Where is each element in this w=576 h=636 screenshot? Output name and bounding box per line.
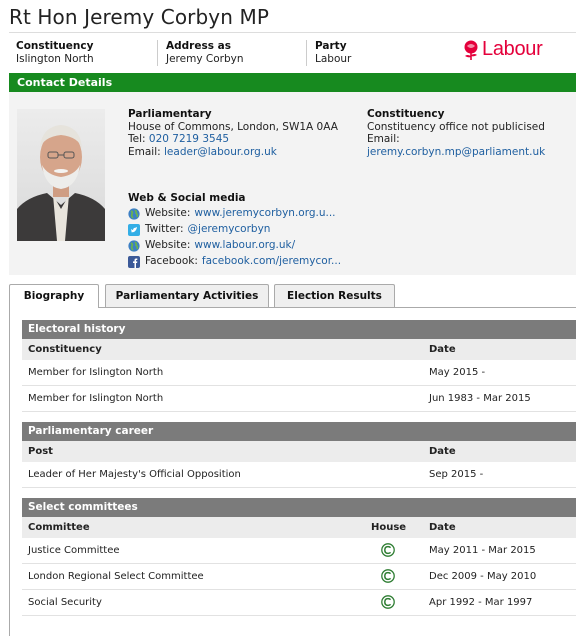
party-value: Labour xyxy=(315,53,352,65)
party-info xyxy=(315,40,351,66)
constituency-email-link[interactable]: jeremy.corbyn.mp@parliament.uk xyxy=(367,145,546,158)
constituency-office-note: Constituency office not publicised xyxy=(367,120,545,133)
portrait-image xyxy=(17,109,105,241)
commons-icon xyxy=(381,569,395,583)
address-info xyxy=(166,40,244,66)
parliamentary-career-section xyxy=(22,422,576,488)
cell-date: May 2015 - xyxy=(429,367,486,378)
table-row xyxy=(22,360,576,386)
table-row xyxy=(22,564,576,590)
cell-date: Sep 2015 - xyxy=(429,469,484,480)
constituency-label: Constituency xyxy=(16,40,94,52)
social-item-twitter xyxy=(128,222,341,238)
constituency-heading: Constituency xyxy=(367,108,445,120)
cell-post: Leader of Her Majesty's Official Opposition xyxy=(28,469,241,480)
column-header: Committee xyxy=(28,522,90,533)
info-divider xyxy=(306,40,307,66)
parliamentary-contact xyxy=(128,108,338,158)
party-label: Party xyxy=(315,40,347,52)
globe-icon xyxy=(128,240,140,252)
cell-constituency: Member for Islington North xyxy=(28,393,164,404)
social-label: Twitter: xyxy=(145,223,184,236)
cell-date: May 2011 - Mar 2015 xyxy=(429,545,536,556)
column-header: House xyxy=(371,522,407,533)
email-label: Email: xyxy=(128,145,161,158)
mp-portrait xyxy=(17,109,105,241)
info-divider xyxy=(157,40,158,66)
table-row xyxy=(22,462,576,488)
commons-icon xyxy=(381,543,395,557)
page-title: Rt Hon Jeremy Corbyn MP xyxy=(9,5,269,29)
cell-committee: Social Security xyxy=(28,597,102,608)
parliamentary-email-link[interactable]: leader@labour.org.uk xyxy=(164,145,277,158)
cell-constituency: Member for Islington North xyxy=(28,367,164,378)
electoral-history-section xyxy=(22,320,576,412)
web-social-heading: Web & Social media xyxy=(128,192,246,204)
tab-panel-border xyxy=(9,307,10,636)
cell-committee: London Regional Select Committee xyxy=(28,571,204,582)
column-header: Post xyxy=(28,446,53,457)
tab-parliamentary-activities[interactable]: Parliamentary Activities xyxy=(105,284,269,307)
table-row xyxy=(22,386,576,412)
section-header: Select committees xyxy=(22,498,576,517)
social-item-website xyxy=(128,206,341,222)
column-header: Date xyxy=(429,446,456,457)
cell-committee: Justice Committee xyxy=(28,545,120,556)
web-social-block xyxy=(128,192,341,270)
constituency-info xyxy=(16,40,94,66)
address-label: Address as xyxy=(166,40,231,52)
table-row xyxy=(22,590,576,616)
labour-logo xyxy=(461,38,542,61)
social-label: Website: xyxy=(145,207,191,220)
cell-date: Dec 2009 - May 2010 xyxy=(429,571,537,582)
constituency-value: Islington North xyxy=(16,53,94,65)
parliamentary-address: House of Commons, London, SW1A 0AA xyxy=(128,120,338,133)
rose-icon xyxy=(461,39,481,61)
contact-panel xyxy=(9,92,576,275)
column-header: Date xyxy=(429,522,456,533)
column-header: Date xyxy=(429,344,456,355)
table-header-row xyxy=(22,339,576,360)
social-item-website xyxy=(128,238,341,254)
website-link[interactable]: www.jeremycorbyn.org.u... xyxy=(194,207,336,220)
twitter-link[interactable]: @jeremycorbyn xyxy=(187,223,271,236)
constituency-contact xyxy=(367,108,576,158)
cell-date: Apr 1992 - Mar 1997 xyxy=(429,597,533,608)
table-header-row xyxy=(22,441,576,462)
social-item-facebook xyxy=(128,254,341,270)
email-label: Email: xyxy=(367,133,400,145)
tab-biography[interactable]: Biography xyxy=(9,284,99,308)
phone-link[interactable]: 020 7219 3545 xyxy=(148,133,230,145)
contact-details-header: Contact Details xyxy=(9,73,576,92)
section-header: Parliamentary career xyxy=(22,422,576,441)
title-divider xyxy=(9,32,576,33)
globe-icon xyxy=(128,208,140,220)
tel-label: Tel: xyxy=(128,133,146,145)
table-row xyxy=(22,538,576,564)
tab-election-results[interactable]: Election Results xyxy=(274,284,395,307)
column-header: Constituency xyxy=(28,344,102,355)
cell-date: Jun 1983 - Mar 2015 xyxy=(429,393,531,404)
social-label: Website: xyxy=(145,239,191,252)
social-label: Facebook: xyxy=(145,255,198,268)
commons-icon xyxy=(381,595,395,609)
parliamentary-heading: Parliamentary xyxy=(128,108,212,120)
address-value: Jeremy Corbyn xyxy=(166,53,244,65)
labour-logo-text: Labour xyxy=(482,38,543,60)
twitter-icon xyxy=(128,224,140,236)
facebook-icon xyxy=(128,256,140,268)
tab-baseline xyxy=(98,307,576,308)
website-link[interactable]: www.labour.org.uk/ xyxy=(194,239,296,252)
section-header: Electoral history xyxy=(22,320,576,339)
facebook-link[interactable]: facebook.com/jeremycor... xyxy=(201,255,342,268)
table-header-row xyxy=(22,517,576,538)
select-committees-section xyxy=(22,498,576,616)
